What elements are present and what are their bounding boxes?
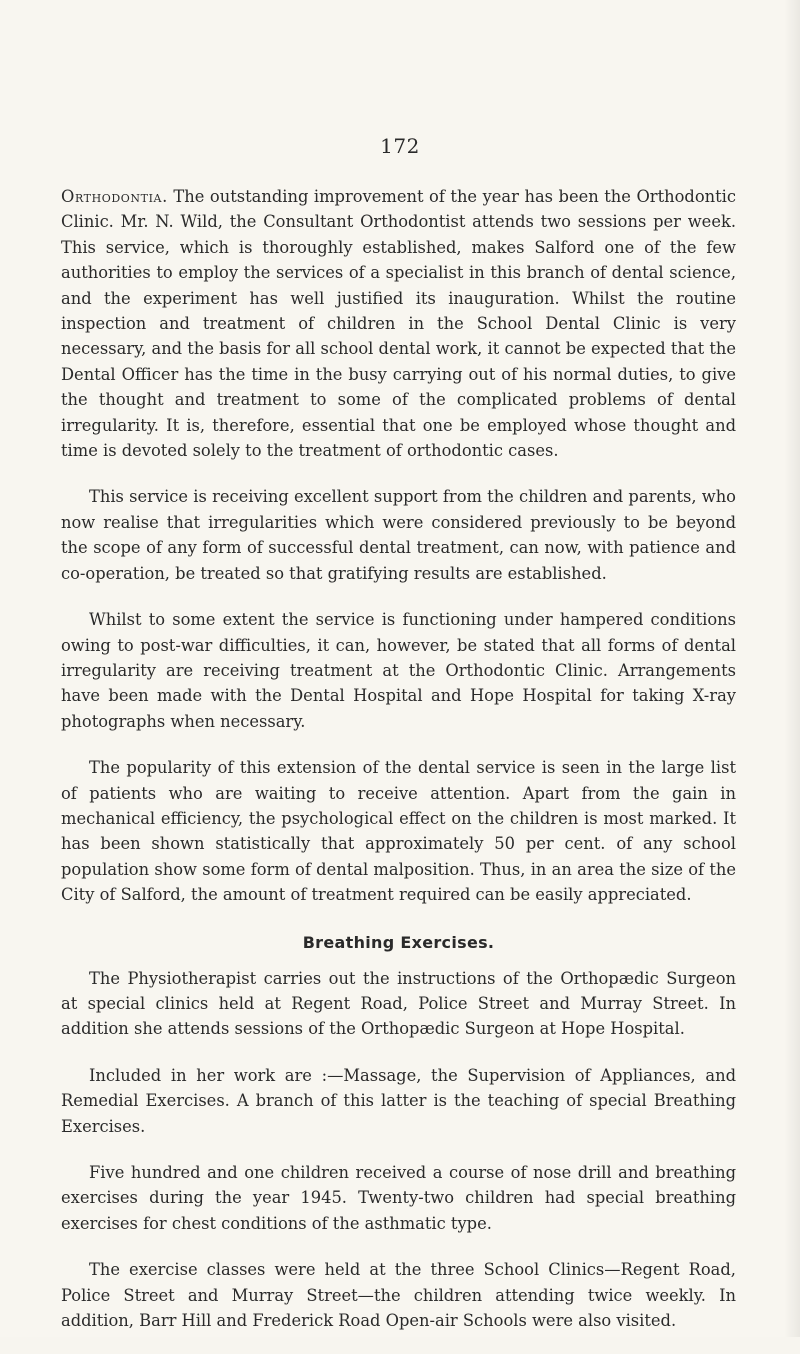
orthodontia-paragraph-3: Whilst to some extent the service is functioning under hampered conditions owing to post-war difficulties, it can, however, be stated that all forms of dental irregularity are receiving treatment at the Orthodontic Clinic. Arrangements have been made with the Dental Hospital and Hope Hospital for taking X-ray photographs when necessary.	[61, 610, 736, 731]
breathing-paragraph-1: The Physiotherapist carries out the instructions of the Orthopædic Surgeon at special clinics held at Regent Road, Police Street and Murray Street. In addition she attends sessions of the Orthopædic Surgeon at Hope Hospital.	[61, 968, 736, 1039]
page-edge-shadow	[784, 0, 800, 1337]
orthodontia-paragraph-2: This service is receiving excellent support from the children and parents, who now realise that irregularities which were considered previously to be beyond the scope of any form of successful dental treatment, can now, with patience and co-operation, be treated so that gratifying results are established.	[61, 487, 736, 583]
orthodontia-paragraph-1-text: The outstanding improvement of the year has been the Orthodontic Clinic. Mr. N. Wild, the Consultant Orthodontist attends two sessions per week. This service, which is thoroughly established, makes Salford one of the few authorities to employ the services of a specialist in this branch of dental science, and the experiment has well justified its inauguration. Whilst the routine inspection and treatment of children in the School Dental Clinic is very necessary, and the basis for all school dental work, it cannot be expected that the Dental Officer has the time in the busy carrying out of his normal duties, to give the thought and treatment to some of the complicated problems of dental irregularity. It is, therefore, essential that one be employed whose thought and time is devoted solely to the treatment of orthodontic cases.	[61, 187, 736, 461]
breathing-paragraph-3: Five hundred and one children received a course of nose drill and breathing exercises during the year 1945. Twenty-two children had special breathing exercises for chest conditions of the asthmatic type.	[61, 1163, 736, 1233]
page-number: 172	[380, 134, 420, 158]
orthodontia-heading: Orthodontia.	[61, 187, 168, 206]
breathing-paragraph-4: The exercise classes were held at the three School Clinics—Regent Road, Police Street and Murray Street—the children attending twice weekly. In addition, Barr Hill and Frederick Road Open-air Schools were also visited.	[61, 1260, 736, 1331]
page-body	[61, 184, 736, 1354]
breathing-exercises-heading: Breathing Exercises.	[302, 932, 495, 952]
orthodontia-paragraph-4: The popularity of this extension of the dental service is seen in the large list of patients who are waiting to receive attention. Apart from the gain in mechanical efficiency, the psychological effect on the children is most marked. It has been shown statistically that approximately 50 per cent. of any school population show some form of dental malposition. Thus, in an area the size of the City of Salford, the amount of treatment required can be easily appreciated.	[61, 758, 736, 905]
breathing-paragraph-2: Included in her work are :—Massage, the Supervision of Appliances, and Remedial Exercises. A branch of this latter is the teaching of special Breathing Exercises.	[61, 1065, 736, 1136]
orthodontia-paragraph-1	[61, 184, 736, 463]
